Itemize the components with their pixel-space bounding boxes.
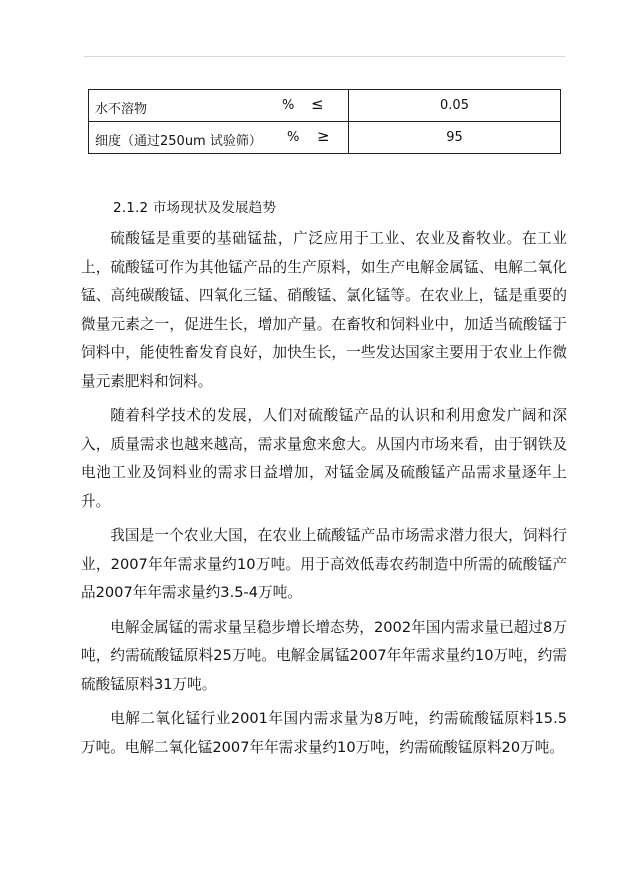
header-rule: [84, 56, 565, 57]
spec-table: [88, 89, 561, 154]
body-text: [81, 225, 567, 768]
spec-value: 95: [349, 122, 561, 154]
spec-operator: ≥: [317, 127, 330, 145]
table-row: [89, 122, 561, 154]
spec-value: 0.05: [349, 90, 561, 122]
spec-unit: %: [287, 130, 300, 145]
spec-operator: ≤: [311, 95, 324, 113]
section-heading: 2.1.2 市场现状及发展趋势: [113, 200, 277, 216]
paragraph: 电解金属锰的需求量呈稳步增长增态势，2002年国内需求量已超过8万吨，约需硫酸锰原料25万吨。电解金属锰2007年年需求量约10万吨，约需硫酸锰原料31万吨。: [81, 618, 567, 693]
paragraph: 我国是一个农业大国，在农业上硫酸锰产品市场需求潜力很大，饲料行业，2007年年需求量约10万吨。用于高效低毒农药制造中所需的硫酸锰产品2007年年需求量约3.5-4万吨。: [81, 527, 567, 601]
paragraph: 随着科学技术的发展，人们对硫酸锰产品的认识和利用愈发广阔和深入，质量需求也越来越高，需求量愈来愈大。从国内市场来看，由于钢铁及电池工业及饲料业的需求日益增加，对锰金属及硫酸锰产品需求量逐年上升。: [81, 407, 567, 510]
spec-unit: %: [282, 98, 295, 113]
spec-name-cell: [89, 90, 349, 122]
table-row: [89, 90, 561, 122]
spec-name-cell: [89, 122, 349, 154]
paragraph: 硫酸锰是重要的基础锰盐，广泛应用于工业、农业及畜牧业。在工业上，硫酸锰可作为其他锰产品的生产原料，如生产电解金属锰、电解二氧化锰、高纯碳酸锰、四氧化三锰、硝酸锰、氯化锰等。在农业上，锰是重要的微量元素之一，促进生长，增加产量。在畜牧和饲料业中，加适当硫酸锰于饲料中，能使牲畜发育良好，加快生长，一些发达国家主要用于农业上作微量元素肥料和饲料。: [81, 230, 567, 390]
paragraph: 电解二氧化锰行业2001年国内需求量为8万吨，约需硫酸锰原料15.5万吨。电解二氧化锰2007年年需求量约10万吨，约需硫酸锰原料20万吨。: [81, 710, 567, 756]
spec-name: 水不溶物: [95, 102, 148, 117]
spec-name: 细度（通过250um 试验筛）: [95, 134, 262, 149]
